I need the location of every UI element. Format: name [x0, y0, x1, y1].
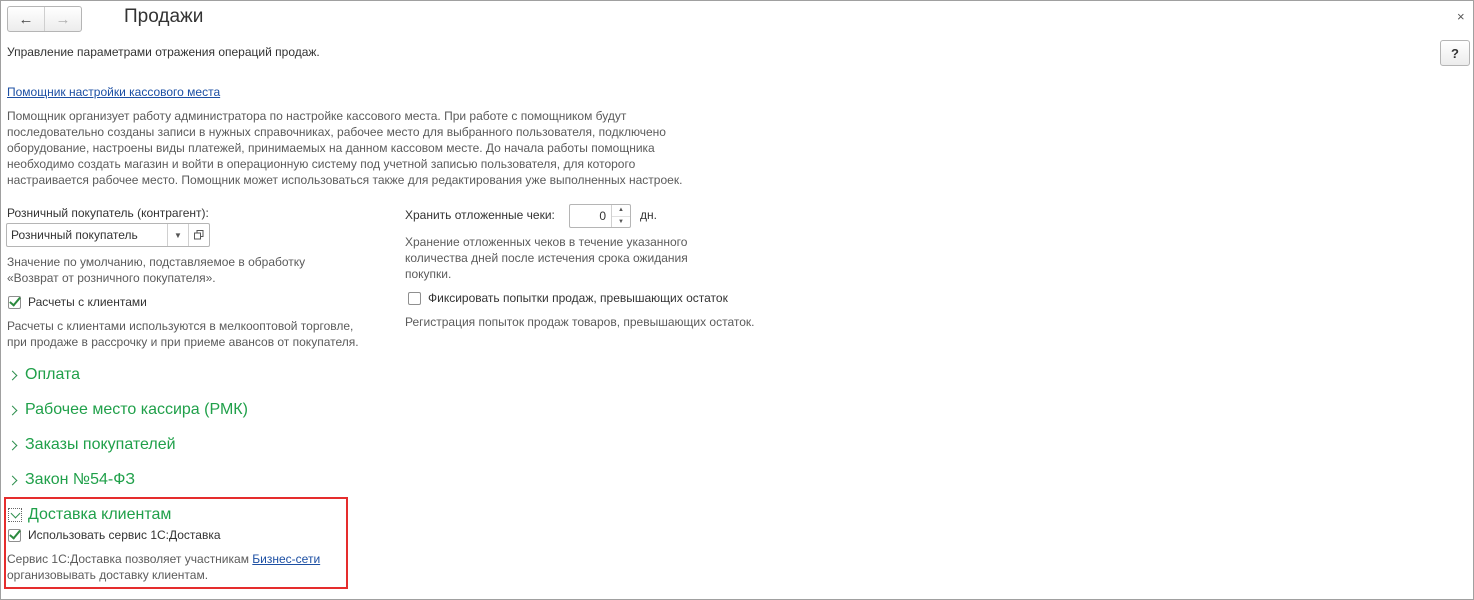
- client-settlements-hint: [7, 318, 359, 350]
- assistant-description: [7, 108, 767, 188]
- stepper-down-icon[interactable]: ▼: [618, 218, 624, 225]
- deferred-receipts-hint-line: покупки.: [405, 267, 452, 281]
- fix-attempts-option[interactable]: [408, 291, 728, 305]
- group-label: Рабочее место кассира (РМК): [25, 401, 248, 418]
- arrow-right-icon: →: [55, 10, 71, 28]
- client-settlements-checkbox[interactable]: [8, 296, 21, 309]
- group-label: Заказы покупателей: [25, 436, 176, 453]
- chevron-right-icon: [8, 440, 18, 450]
- dropdown-button[interactable]: [167, 224, 188, 246]
- assistant-description-line: необходимо создать магазин и войти в операционную систему под учетной записью пользователя, для которого: [7, 157, 636, 171]
- deferred-receipts-label: Хранить отложенные чеки:: [405, 208, 555, 222]
- arrow-left-icon: ←: [18, 10, 34, 28]
- deferred-receipts-input[interactable]: 0: [599, 209, 606, 223]
- chevron-right-icon: [8, 405, 18, 415]
- fix-attempts-label: Фиксировать попытки продаж, превышающих остаток: [428, 291, 728, 305]
- group-customer-orders[interactable]: [9, 436, 176, 454]
- client-settlements-label: Расчеты с клиентами: [28, 295, 147, 309]
- assistant-description-line: последовательно созданы записи в нужных справочниках, рабочее место для выбранного пользователя, подключено: [7, 125, 666, 139]
- retail-customer-value[interactable]: Розничный покупатель: [11, 228, 138, 242]
- assistant-description-line: оборудование, настроены виды платежей, принимаемых на данном кассовом месте. До начала работы помощника: [7, 141, 655, 155]
- page-description: Управление параметрами отражения операций продаж.: [7, 45, 320, 59]
- group-payment[interactable]: [9, 366, 80, 384]
- delivery-hint-line: организовывать доставку клиентам.: [7, 568, 209, 582]
- nav-buttons: [7, 6, 82, 32]
- assistant-link[interactable]: Помощник настройки кассового места: [7, 85, 221, 99]
- retail-customer-field[interactable]: [6, 223, 210, 247]
- retail-customer-hint-line: «Возврат от розничного покупателя».: [7, 271, 216, 285]
- retail-customer-label: Розничный покупатель (контрагент):: [7, 206, 209, 220]
- group-label: Закон №54-ФЗ: [25, 471, 136, 488]
- stepper-arrows: [611, 205, 630, 227]
- use-delivery-service-label: Использовать сервис 1С:Доставка: [28, 528, 221, 542]
- fix-attempts-checkbox[interactable]: [408, 292, 421, 305]
- stepper-up-icon[interactable]: ▲: [612, 205, 630, 217]
- close-icon[interactable]: ×: [1457, 9, 1465, 24]
- assistant-description-line: настраивается рабочее место. Помощник может использоваться также для редактирования уже выполненных настроек.: [7, 173, 683, 187]
- retail-customer-hint: [7, 254, 305, 286]
- client-settlements-hint-line: при продаже в рассрочку и при приеме авансов от покупателя.: [7, 335, 359, 349]
- group-cashier-workplace[interactable]: [9, 401, 248, 419]
- chevron-down-icon: ▼: [174, 230, 182, 240]
- use-delivery-service-option[interactable]: [8, 528, 221, 542]
- page-title: Продажи: [124, 6, 204, 27]
- deferred-receipts-unit: дн.: [640, 208, 657, 222]
- group-delivery[interactable]: [8, 506, 171, 524]
- delivery-hint-text: Сервис 1С:Доставка позволяет участникам: [7, 552, 253, 566]
- chevron-right-icon: [8, 475, 18, 485]
- client-settlements-hint-line: Расчеты с клиентами используются в мелкооптовой торговле,: [7, 319, 354, 333]
- deferred-receipts-hint: [405, 234, 688, 282]
- chevron-down-icon: [10, 508, 20, 518]
- help-button[interactable]: ?: [1440, 40, 1470, 66]
- fix-attempts-hint: Регистрация попыток продаж товаров, превышающих остаток.: [405, 315, 755, 329]
- forward-button[interactable]: [44, 7, 81, 31]
- group-label: Оплата: [25, 366, 81, 383]
- assistant-description-line: Помощник организует работу администратора по настройке кассового места. При работе с помощником будут: [7, 109, 627, 123]
- deferred-receipts-hint-line: Хранение отложенных чеков в течение указанного: [405, 235, 688, 249]
- business-network-link[interactable]: Бизнес-сети: [252, 552, 321, 566]
- use-delivery-service-checkbox[interactable]: [8, 529, 21, 542]
- chevron-down-focus: [8, 508, 22, 522]
- client-settlements-option[interactable]: [8, 295, 147, 309]
- deferred-receipts-stepper[interactable]: [569, 204, 631, 228]
- open-button[interactable]: [188, 224, 209, 246]
- back-button[interactable]: [8, 7, 44, 31]
- retail-customer-hint-line: Значение по умолчанию, подставляемое в обработку: [7, 255, 306, 269]
- chevron-right-icon: [8, 370, 18, 380]
- deferred-receipts-hint-line: количества дней после истечения срока ожидания: [405, 251, 688, 265]
- group-label: Доставка клиентам: [28, 506, 172, 523]
- group-law-54fz[interactable]: [9, 471, 135, 489]
- delivery-hint: [7, 551, 320, 583]
- open-window-icon: [194, 230, 204, 240]
